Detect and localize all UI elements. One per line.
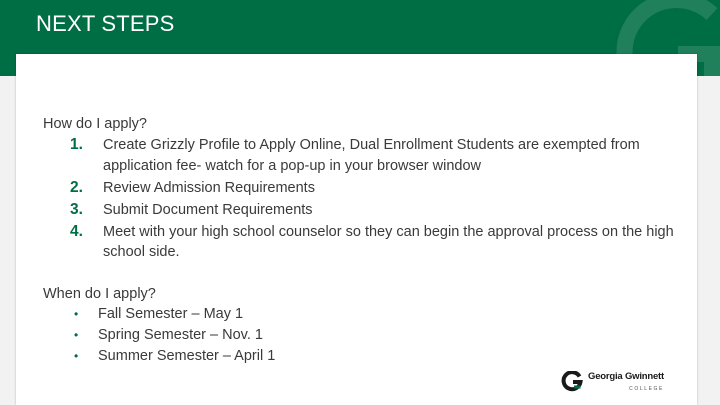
list-item <box>74 346 275 367</box>
when-question: When do I apply? <box>43 286 156 302</box>
step-text: Create Grizzly Profile to Apply Online, Dual Enrollment Students are exempted from application fee- watch for a pop-up in your browser window <box>103 137 640 174</box>
slide-title: NEXT STEPS <box>36 11 175 36</box>
logo-subtitle: COLLEGE <box>629 386 664 392</box>
list-item <box>74 304 275 325</box>
bullet-icon: • <box>74 349 79 363</box>
ggc-g-icon <box>561 371 583 393</box>
list-item <box>70 222 680 263</box>
step-number: 1. <box>70 136 83 153</box>
college-logo <box>561 371 664 393</box>
list-item <box>70 200 680 221</box>
deadline-text: Summer Semester – April 1 <box>98 348 276 364</box>
bullet-icon: • <box>74 328 79 342</box>
list-item <box>70 178 680 199</box>
deadline-text: Fall Semester – May 1 <box>98 306 244 322</box>
logo-text <box>588 371 664 393</box>
step-number: 4. <box>70 222 83 240</box>
step-text: Submit Document Requirements <box>103 201 313 218</box>
deadline-text: Spring Semester – Nov. 1 <box>98 327 263 343</box>
step-number: 3. <box>70 200 83 218</box>
list-item <box>70 135 680 176</box>
step-text: Review Admission Requirements <box>103 179 315 196</box>
apply-steps-list <box>70 135 680 264</box>
bullet-icon: • <box>74 307 79 321</box>
apply-question: How do I apply? <box>43 116 147 132</box>
step-number: 2. <box>70 178 83 196</box>
deadlines-list <box>74 304 275 367</box>
logo-name: Georgia Gwinnett <box>588 371 664 382</box>
list-item <box>74 325 275 346</box>
step-text: Meet with your high school counselor so they can begin the approval process on the high school side. <box>103 223 674 260</box>
